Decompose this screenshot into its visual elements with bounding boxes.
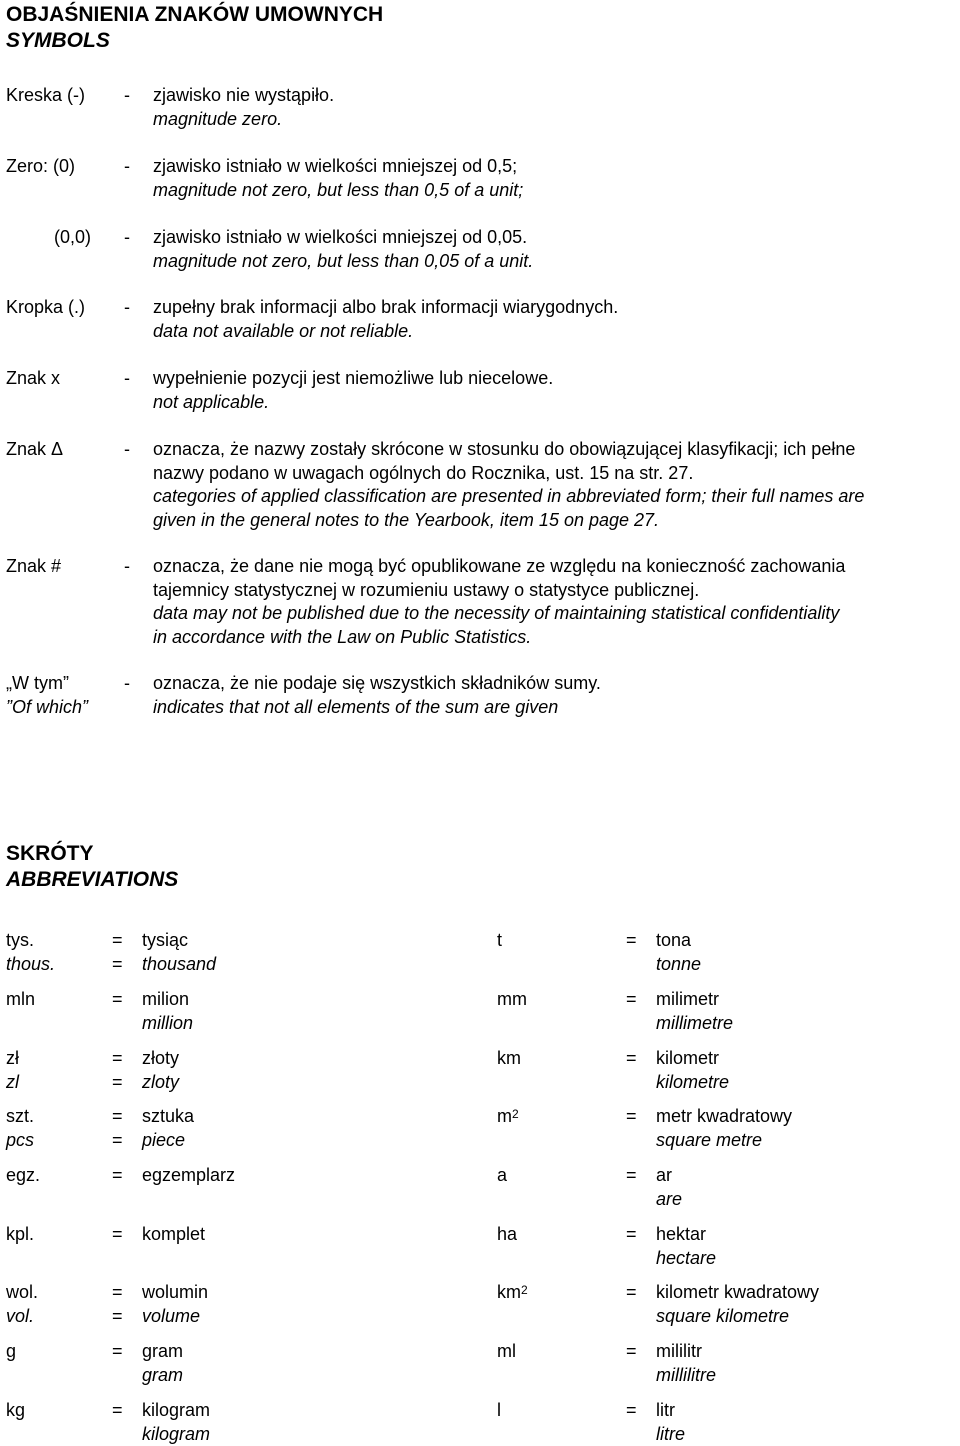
abbr-left-pl: kilogram	[142, 1399, 210, 1423]
symbol-dash: -	[124, 226, 130, 250]
abbr-left-pl: komplet	[142, 1223, 205, 1247]
abbr-right-eq: =	[626, 929, 637, 953]
abbr-left: szt.	[6, 1105, 34, 1129]
abbr-right	[497, 1047, 521, 1071]
symbol-label: Znak x	[6, 367, 60, 391]
abbr-right-eq: =	[626, 1164, 637, 1188]
abbr-right-eq: =	[626, 1281, 637, 1305]
abbr-left-eq-en: =	[112, 953, 123, 977]
symbol-desc-pl: wypełnienie pozycji jest niemożliwe lub niecelowe.	[153, 367, 958, 391]
abbr-right-en-meaning: square kilometre	[656, 1305, 789, 1329]
symbols-title: OBJAŚNIENIA ZNAKÓW UMOWNYCH	[6, 2, 383, 28]
abbr-left-pl: tysiąc	[142, 929, 188, 953]
abbr-right-en-meaning: litre	[656, 1423, 685, 1446]
abbr-right-text: m	[497, 1106, 512, 1126]
symbol-label: „W tym”	[6, 672, 116, 696]
abbr-right-pl: hektar	[656, 1223, 706, 1247]
abbr-right-eq: =	[626, 1105, 637, 1129]
abbr-right-pl: kilometr	[656, 1047, 719, 1071]
abbr-right-sup: 2	[512, 1107, 519, 1121]
abbr-right-text: l	[497, 1400, 501, 1420]
symbol-desc-pl: oznacza, że nie podaje się wszystkich składników sumy.	[153, 672, 958, 696]
abbr-left-pl: sztuka	[142, 1105, 194, 1129]
abbr-left-eq: =	[112, 1223, 123, 1247]
abbr-left-eq: =	[112, 988, 123, 1012]
abbr-left-pl: milion	[142, 988, 189, 1012]
symbol-dash: -	[124, 438, 130, 462]
abbr-left-eq: =	[112, 1047, 123, 1071]
abbr-left-eq: =	[112, 1105, 123, 1129]
abbreviations-subtitle: ABBREVIATIONS	[6, 867, 178, 893]
abbr-left: kpl.	[6, 1223, 34, 1247]
abbr-right-text: ha	[497, 1224, 517, 1244]
abbr-left: tys.	[6, 929, 34, 953]
abbr-left-en: vol.	[6, 1305, 34, 1329]
abbr-left: zł	[6, 1047, 19, 1071]
abbr-left: egz.	[6, 1164, 40, 1188]
abbr-left-eq-en: =	[112, 1071, 123, 1095]
abbr-right-eq: =	[626, 1399, 637, 1423]
abbr-left: g	[6, 1340, 16, 1364]
abbr-left: mln	[6, 988, 35, 1012]
abbr-left-en: zl	[6, 1071, 19, 1095]
abbr-right	[497, 929, 502, 953]
abbr-right-pl: litr	[656, 1399, 675, 1423]
symbol-label: Znak Δ	[6, 438, 63, 462]
symbol-desc-en: magnitude zero.	[153, 108, 958, 132]
abbr-left-en-meaning: kilogram	[142, 1423, 210, 1446]
abbr-right-pl: mililitr	[656, 1340, 702, 1364]
symbol-desc-pl: oznacza, że dane nie mogą być opublikowane ze względu na konieczność zachowania	[153, 555, 958, 579]
abbr-right-eq: =	[626, 1047, 637, 1071]
abbr-right	[497, 1399, 501, 1423]
abbr-right-pl: milimetr	[656, 988, 719, 1012]
abbr-left: kg	[6, 1399, 25, 1423]
abbr-left-pl: egzemplarz	[142, 1164, 235, 1188]
abbr-right-sup: 2	[521, 1283, 528, 1297]
abbr-left: wol.	[6, 1281, 38, 1305]
abbr-left-eq: =	[112, 1340, 123, 1364]
symbol-desc-pl: zjawisko nie wystąpiło.	[153, 84, 958, 108]
abbr-right	[497, 1164, 507, 1188]
abbr-left-en-meaning: million	[142, 1012, 193, 1036]
symbol-dash: -	[124, 155, 130, 179]
abbr-right-en-meaning: tonne	[656, 953, 701, 977]
abbreviations-heading	[6, 841, 178, 893]
abbr-left-en-meaning: zloty	[142, 1071, 179, 1095]
symbol-dash: -	[124, 672, 130, 696]
symbol-desc-en: given in the general notes to the Yearbook, item 15 on page 27.	[153, 509, 958, 533]
abbr-left-en-meaning: thousand	[142, 953, 216, 977]
abbr-right-en-meaning: millilitre	[656, 1364, 716, 1388]
symbol-dash: -	[124, 367, 130, 391]
abbr-right-en-meaning: are	[656, 1188, 682, 1212]
symbol-desc-en: magnitude not zero, but less than 0,05 of a unit.	[153, 250, 958, 274]
abbreviations-title: SKRÓTY	[6, 841, 178, 867]
abbr-left-eq: =	[112, 1164, 123, 1188]
abbr-left-pl: złoty	[142, 1047, 179, 1071]
abbr-right-eq: =	[626, 1223, 637, 1247]
abbr-left-pl: gram	[142, 1340, 183, 1364]
abbr-left-eq-en: =	[112, 1305, 123, 1329]
symbol-label: Zero: (0)	[6, 155, 75, 179]
abbr-right-text: t	[497, 930, 502, 950]
abbr-right	[497, 1223, 517, 1247]
abbr-right-en-meaning: millimetre	[656, 1012, 733, 1036]
symbol-desc-pl: tajemnicy statystycznej w rozumieniu ustawy o statystyce publicznej.	[153, 579, 958, 603]
symbol-label: Kropka (.)	[6, 296, 85, 320]
abbr-left-eq: =	[112, 1281, 123, 1305]
abbr-right-pl: kilometr kwadratowy	[656, 1281, 819, 1305]
abbr-right-text: km	[497, 1282, 521, 1302]
abbr-right-text: ml	[497, 1341, 516, 1361]
abbr-left-pl: wolumin	[142, 1281, 208, 1305]
abbr-left-en: pcs	[6, 1129, 34, 1153]
abbr-left-eq: =	[112, 929, 123, 953]
abbr-right	[497, 988, 527, 1012]
abbr-right-text: mm	[497, 989, 527, 1009]
abbr-left-eq-en: =	[112, 1129, 123, 1153]
symbol-desc-en: in accordance with the Law on Public Statistics.	[153, 626, 958, 650]
abbr-left-en: thous.	[6, 953, 55, 977]
abbr-right	[497, 1105, 519, 1129]
symbol-label: Kreska (-)	[6, 84, 85, 108]
symbol-desc-en: not applicable.	[153, 391, 958, 415]
symbol-desc-pl: zjawisko istniało w wielkości mniejszej od 0,5;	[153, 155, 958, 179]
symbol-label-en: ”Of which”	[6, 696, 116, 720]
symbol-desc-en: data may not be published due to the necessity of maintaining statistical confidentiality	[153, 602, 958, 626]
abbr-right-text: km	[497, 1048, 521, 1068]
abbr-left-en-meaning: piece	[142, 1129, 185, 1153]
abbr-right	[497, 1340, 516, 1364]
symbol-desc-pl: oznacza, że nazwy zostały skrócone w stosunku do obowiązującej klasyfikacji; ich pełne	[153, 438, 958, 462]
symbol-dash: -	[124, 84, 130, 108]
abbr-right-en-meaning: hectare	[656, 1247, 716, 1271]
abbr-right-pl: metr kwadratowy	[656, 1105, 792, 1129]
abbr-left-en-meaning: gram	[142, 1364, 183, 1388]
symbol-dash: -	[124, 296, 130, 320]
abbr-right-en-meaning: square metre	[656, 1129, 762, 1153]
abbr-right	[497, 1281, 528, 1305]
abbr-right-text: a	[497, 1165, 507, 1185]
symbol-dash: -	[124, 555, 130, 579]
abbr-right-eq: =	[626, 988, 637, 1012]
abbr-left-en-meaning: volume	[142, 1305, 200, 1329]
symbols-heading	[6, 2, 383, 54]
symbol-label: (0,0)	[54, 226, 91, 250]
symbol-label: Znak #	[6, 555, 61, 579]
abbr-left-eq: =	[112, 1399, 123, 1423]
abbr-right-en-meaning: kilometre	[656, 1071, 729, 1095]
symbol-desc-pl: nazwy podano w uwagach ogólnych do Rocznika, ust. 15 na str. 27.	[153, 462, 958, 486]
symbol-desc-pl: zupełny brak informacji albo brak informacji wiarygodnych.	[153, 296, 958, 320]
symbol-desc-pl: zjawisko istniało w wielkości mniejszej od 0,05.	[153, 226, 958, 250]
symbol-desc-en: categories of applied classification are presented in abbreviated form; their full names are	[153, 485, 958, 509]
symbol-desc-en: magnitude not zero, but less than 0,5 of a unit;	[153, 179, 958, 203]
symbols-subtitle: SYMBOLS	[6, 28, 383, 54]
abbr-right-pl: tona	[656, 929, 691, 953]
symbol-desc-en: indicates that not all elements of the sum are given	[153, 696, 958, 720]
abbr-right-eq: =	[626, 1340, 637, 1364]
abbr-right-pl: ar	[656, 1164, 672, 1188]
symbol-desc-en: data not available or not reliable.	[153, 320, 958, 344]
